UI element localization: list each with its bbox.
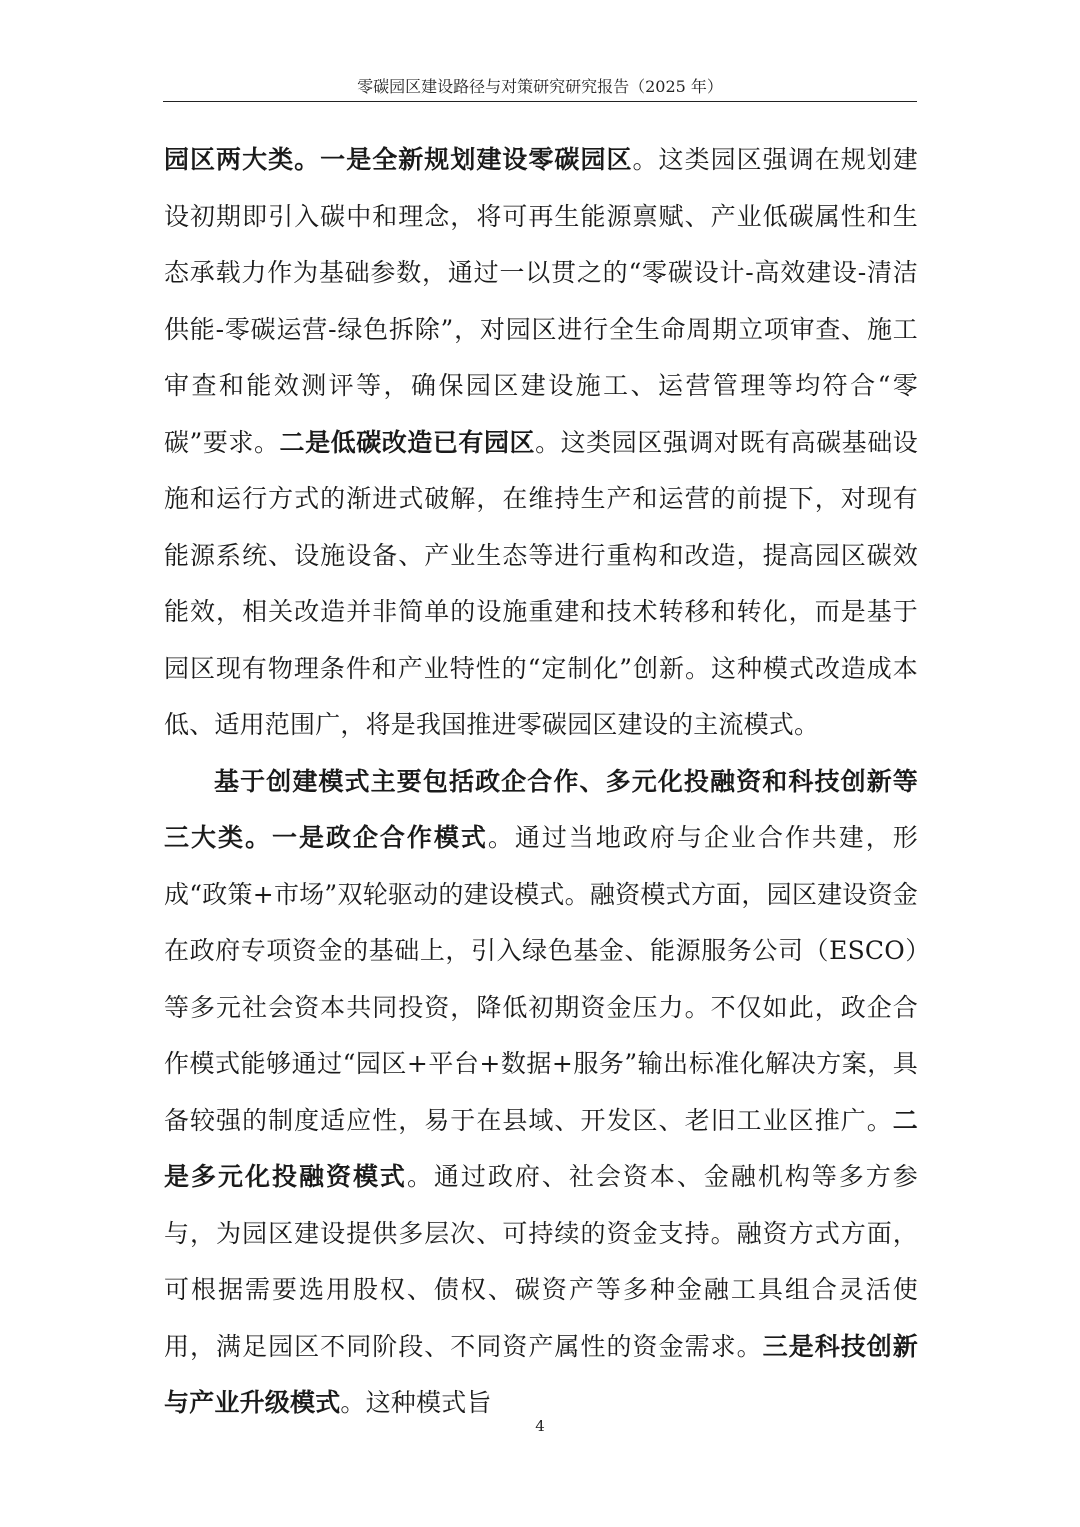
- text-segment: 。这类园区强调对既有高碳基础设施和运行方式的渐进式破解，在维持生产和运营的前提下，对现有能源系统、设施设备、产业生态等进行重构和改造，提高园区碳效能效，相关改造并非简单的设施重建和技术转移和转化，而是基于园区现有物理条件和产业特性的“定制化”创新。这种模式改造成本低、适用范围广，将是我国推进零碳园区建设的主流模式。: [164, 427, 918, 739]
- text-segment: 。这种模式旨: [340, 1388, 492, 1417]
- running-header: 零碳园区建设路径与对策研究研究报告（2025 年）: [357, 77, 723, 96]
- page-number: 4: [535, 1417, 545, 1435]
- text-segment: 园区两大类。: [164, 145, 321, 174]
- header-rule: [163, 101, 917, 102]
- lead-sentence: 基于创建模式主要包括政企合作、多元化投融资和科技创新等三大类。: [164, 766, 918, 852]
- heading-investment-financing-mode: 二是多元化投融资模式: [164, 1105, 918, 1191]
- heading-tech-innovation-mode: 三是科技创新与产业升级模式: [164, 1331, 918, 1417]
- body-text: [164, 132, 918, 1432]
- text-segment: 。这类园区强调在规划建设初期即引入碳中和理念，将可再生能源禀赋、产业低碳属性和生态承载力作为基础参数，通过一以贯之的“零碳设计-高效建设-清洁供能-零碳运营-绿色拆除”，对园区进行全生命周期立项审查、施工审查和能效测评等，确保园区建设施工、运营管理等均符合“零碳”要求。: [164, 145, 918, 457]
- paragraph-creation-modes: [164, 754, 918, 1432]
- text-segment: 。通过政府、社会资本、金融机构等多方参与，为园区建设提供多层次、可持续的资金支持。融资方式方面，可根据需要选用股权、债权、碳资产等多种金融工具组合灵活使用，满足园区不同阶段、不同资产属性的资金需求。: [164, 1162, 918, 1361]
- text-segment: 。通过当地政府与企业合作共建，形成“政策+市场”双轮驱动的建设模式。融资模式方面，园区建设资金在政府专项资金的基础上，引入绿色基金、能源服务公司（ESCO）等多元社会资本共同投资，降低初期资金压力。不仅如此，政企合作模式能够通过“园区+平台+数据+服务”输出标准化解决方案，具备较强的制度适应性，易于在县域、开发区、老旧工业区推广。: [164, 823, 918, 1135]
- heading-new-zero-carbon-park: 一是全新规划建设零碳园区: [320, 145, 633, 174]
- heading-gov-enterprise-mode: 一是政企合作模式: [271, 823, 488, 852]
- heading-low-carbon-retrofit: 二是低碳改造已有园区: [279, 427, 536, 457]
- paragraph-park-types: [164, 132, 918, 754]
